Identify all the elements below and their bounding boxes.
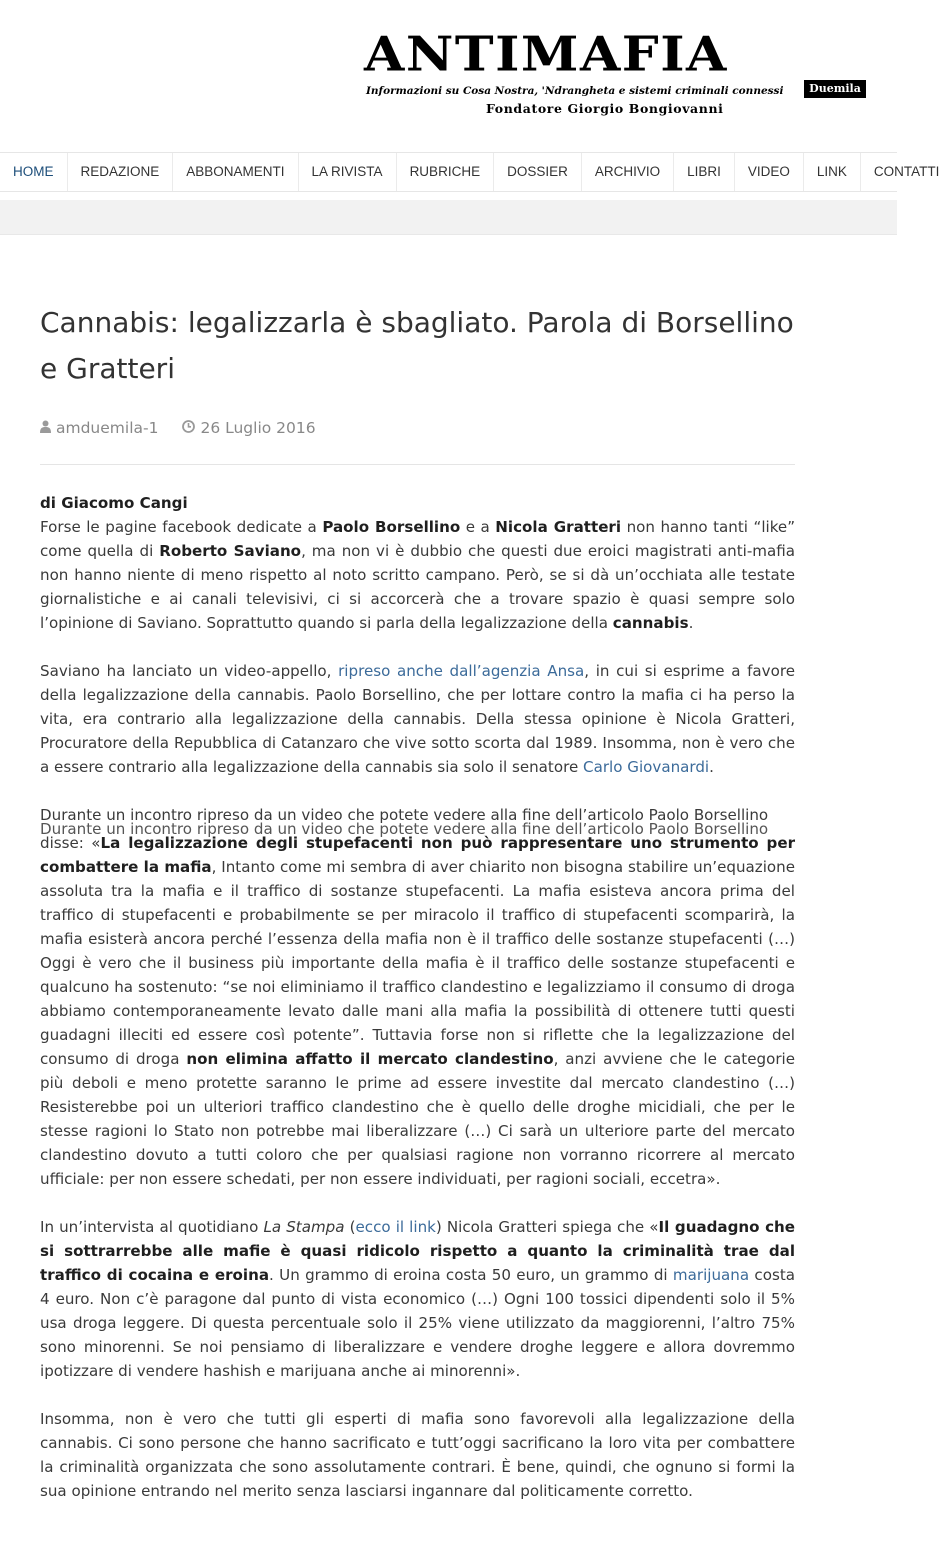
logo-title: ANTIMAFIA bbox=[364, 26, 728, 83]
paragraph-3 bbox=[40, 803, 795, 1191]
nav-item-rubriche[interactable]: RUBRICHE bbox=[397, 153, 495, 191]
article-date: 26 Luglio 2016 bbox=[200, 419, 316, 437]
nav-subbar bbox=[0, 200, 897, 235]
text: Forse le pagine facebook dedicate a bbox=[40, 518, 323, 536]
bold-text: non elimina affatto il mercato clandestino bbox=[186, 1050, 554, 1068]
text: , Intanto come mi sembra di aver chiarito non bisogna stabilire un’equazione assoluta tra la mafia e il traffico di sostanze stupefacenti. La mafia esisteva ancora prima del traffico di stupefacenti e probabilmente se per miracolo il traffico di stupefacenti scomparirà, la mafia esisterà ancora perché l’essenza della mafia non è il traffico delle sostanze stupefacenti (…) Oggi è vero che il business più importante della mafia è il traffico delle sostanze stupefacenti e qualcuno ha sostenuto: “se noi eliminiamo il traffico clandestino e legalizziamo il consumo di droga abbiamo contemporaneamente levato dalle mani alla mafia la possibilità di ottenere tutti questi guadagni illeciti ed essere così potente”. Tuttavia forse non si riflette che la legalizzazione del consumo di droga bbox=[40, 858, 795, 1068]
article-body bbox=[40, 491, 795, 1503]
user-icon bbox=[40, 420, 51, 437]
text: costa 4 euro. Non c’è paragone dal punto di vista economico (…) Ogni 100 tossici dipendenti solo il 5% usa droga leggere. Di questa percentuale solo il 25% viene utilizzato da maggiorenni, l’altro 75% sono minorenni. Se noi pensiamo di liberalizzare e vendere droghe leggere e allora dovremmo ipotizzare di vendere hashish e marijuana anche ai minorenni». bbox=[40, 1266, 795, 1380]
nav-item-home[interactable]: HOME bbox=[0, 153, 68, 191]
meta-divider bbox=[40, 464, 795, 465]
nav-item-archivio[interactable]: ARCHIVIO bbox=[582, 153, 674, 191]
nav-item-video[interactable]: VIDEO bbox=[735, 153, 804, 191]
nav-item-contatti[interactable]: CONTATTI bbox=[873, 164, 940, 179]
article-meta bbox=[40, 418, 795, 438]
giovanardi-link[interactable]: Carlo Giovanardi bbox=[583, 758, 710, 776]
nav-item-libri[interactable]: LIBRI bbox=[674, 153, 735, 191]
nav-item-la-rivista[interactable]: LA RIVISTA bbox=[299, 153, 397, 191]
text: non hanno tanti “like” come quella di bbox=[40, 518, 796, 560]
logo-founder: Fondatore Giorgio Bongiovanni bbox=[486, 101, 724, 116]
main-nav bbox=[0, 152, 940, 192]
text: , in cui si esprime a favore della legalizzazione della cannabis. Paolo Borsellino, che per lottare contro la mafia ci ha perso la vita, era contrario alla legalizzazione della cannabis. Della stessa opinione è Nicola Gratteri, Procuratore della Repubblica di Catanzaro che vive sotto scorta dal 1989. Insomma, non è vero che a essere contrario alla legalizzazione della cannabis sia solo il senatore bbox=[40, 662, 795, 776]
nav-item-redazione[interactable]: REDAZIONE bbox=[68, 153, 174, 191]
text: , anzi avviene che le categorie più deboli e meno protette saranno le prime ad essere investite dal mercato clandestino (…) Resisterebbe poi un ulteriori traffico clandestino che è quello delle droghe micidiali, che per le stesse ragioni lo Stato non potrebbe mai liberalizzare (…) Ci sarà un ulteriore parte del mercato clandestino dovuto a tutti coloro che per qualsiasi ragione non vorranno ricorrere al mercato ufficiale: per non essere schedati, per non essere individuati, per ragioni sociali, eccetra». bbox=[40, 1050, 796, 1188]
text: e a bbox=[460, 518, 496, 536]
text: . Un grammo di eroina costa 50 euro, un grammo di bbox=[269, 1266, 673, 1284]
text: ( bbox=[344, 1218, 356, 1236]
paragraph-2 bbox=[40, 659, 795, 779]
logo-badge: Duemila bbox=[804, 80, 866, 98]
paragraph-1 bbox=[40, 491, 795, 635]
clock-icon bbox=[182, 420, 195, 437]
paragraph-5: Insomma, non è vero che tutti gli esperti di mafia sono favorevoli alla legalizzazione della cannabis. Ci sono persone che hanno sacrificato e tutt’oggi sacrificano la loro vita per combattere la criminalità organizzata che sono assolutamente contrari. È bene, quindi, che ognuno si formi la sua opinione entrando nel merito senza lasciarsi ingannare dal politicamente corretto. bbox=[40, 1410, 795, 1500]
ansa-link[interactable]: ripreso anche dall’agenzia Ansa bbox=[338, 662, 585, 680]
marijuana-link[interactable]: marijuana bbox=[672, 1266, 750, 1284]
article bbox=[40, 300, 795, 1527]
site-logo[interactable] bbox=[364, 28, 866, 120]
nav-item-abbonamenti[interactable]: ABBONAMENTI bbox=[173, 153, 298, 191]
text: . bbox=[688, 614, 694, 632]
bold-text: Roberto Saviano bbox=[159, 542, 302, 560]
overlap-artifact-text: Durante un incontro ripreso da un video che potete vedere alla fine dell’articolo Paolo Borsellino bbox=[40, 820, 769, 838]
stampa-link[interactable]: ecco il link bbox=[355, 1218, 436, 1236]
nav-item-link[interactable]: LINK bbox=[804, 153, 861, 191]
article-title: Cannabis: legalizzarla è sbagliato. Parola di Borsellino e Gratteri bbox=[40, 306, 794, 385]
text: . bbox=[709, 758, 714, 776]
article-author[interactable]: amduemila-1 bbox=[56, 419, 159, 437]
text: Durante un incontro ripreso da un video che potete vedere alla fine dell’articolo Paolo Borsellino bbox=[40, 806, 769, 824]
text: , ma non vi è dubbio che questi due eroici magistrati anti-mafia non hanno niente di meno rispetto al noto scritto campano. Però, se si dà un’occhiata alle testate giornalistiche e ai canali televisivi, ci si accorcerà che a trovare spazio è quasi sempre solo l’opinione di Saviano. Soprattutto quando si parla della legalizzazione della bbox=[40, 542, 795, 632]
article-date-wrap bbox=[182, 419, 315, 437]
paragraph-4 bbox=[40, 1215, 795, 1383]
bold-text: cannabis bbox=[612, 614, 689, 632]
bold-text: La legalizzazione degli stupefacenti non può rappresentare uno strumento per combattere la mafia bbox=[40, 834, 796, 876]
bold-text: Nicola Gratteri bbox=[495, 518, 622, 536]
text: In un’intervista al quotidiano bbox=[40, 1218, 264, 1236]
italic-text: La Stampa bbox=[263, 1218, 345, 1236]
bold-text: Paolo Borsellino bbox=[322, 518, 461, 536]
text: ) Nicola Gratteri spiega che « bbox=[435, 1218, 659, 1236]
byline: di Giacomo Cangi bbox=[40, 494, 188, 512]
nav-item-dossier[interactable]: DOSSIER bbox=[494, 153, 582, 191]
site-header bbox=[0, 0, 897, 152]
logo-tagline: Informazioni su Cosa Nostra, 'Ndrangheta e sistemi criminali connessi bbox=[366, 85, 784, 97]
bold-text: Il guadagno che si sottrarrebbe alle mafie è quasi ridicolo rispetto a quanto la criminalità trae dal traffico di cocaina e eroina bbox=[40, 1218, 796, 1284]
text: disse: « bbox=[40, 834, 101, 852]
text: Saviano ha lanciato un video-appello, bbox=[40, 662, 339, 680]
